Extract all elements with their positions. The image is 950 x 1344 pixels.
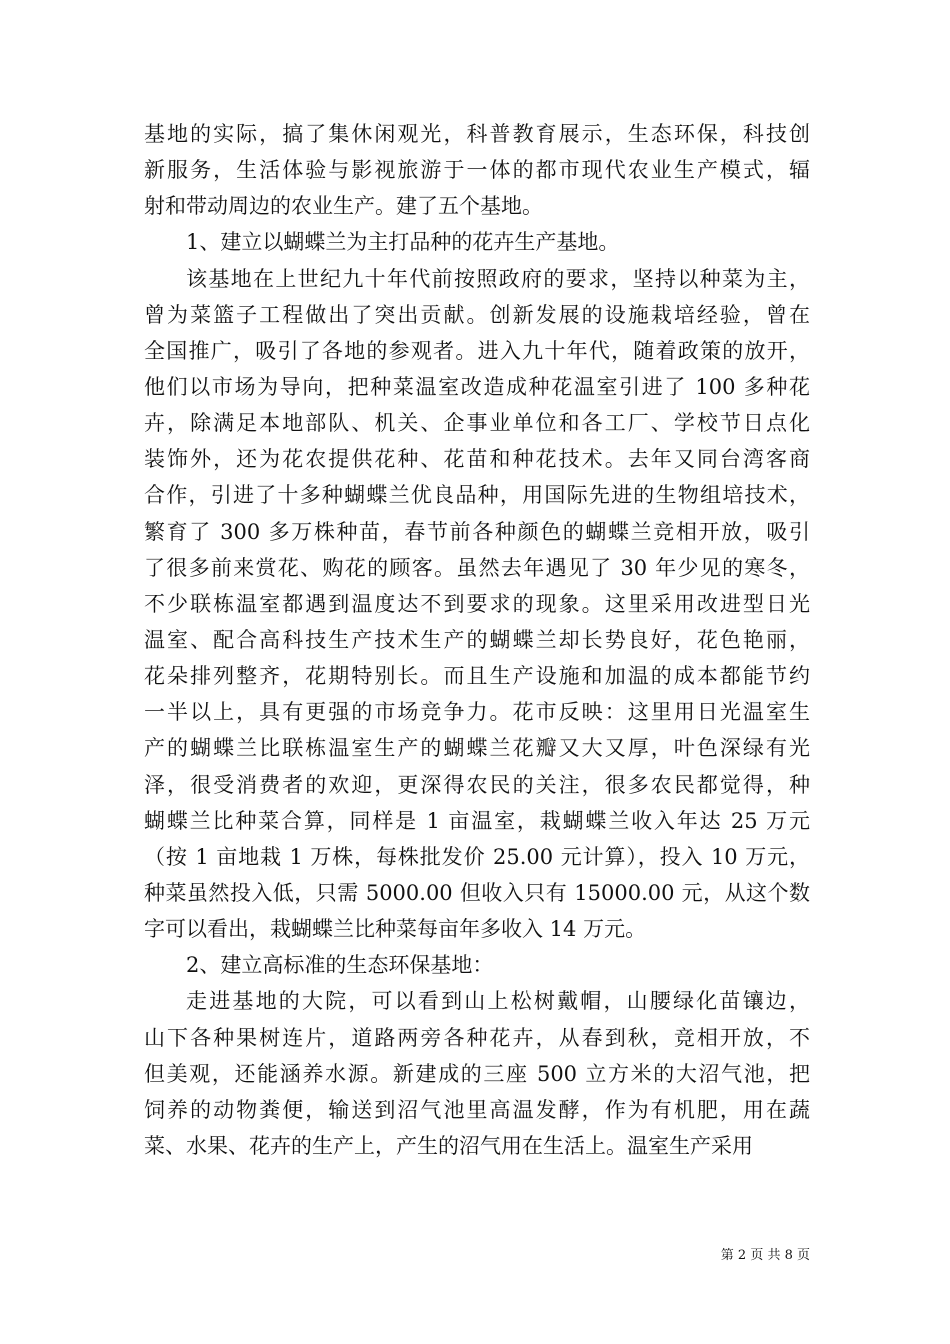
paragraph-heading-1 — [144, 224, 810, 260]
text-line: 装饰外，还为花农提供花种、花苗和种花技术。去年又同台湾客商 — [144, 447, 810, 472]
text-line: 饲养的动物粪便，输送到沼气池里高温发酵，作为有机肥，用在蔬 — [144, 1097, 810, 1122]
text-line: 了很多前来赏花、购花的顾客。虽然去年遇见了 30 年少见的寒冬， — [144, 555, 810, 580]
text-line: 他们以市场为导向，把种菜温室改造成种花温室引进了 100 多种花 — [144, 374, 810, 399]
paragraph-body-1 — [144, 261, 810, 948]
paragraph-intro-continuation — [144, 116, 810, 224]
paragraph-heading-2 — [144, 947, 810, 983]
text-line: 卉，除满足本地部队、机关、企事业单位和各工厂、学校节日点化 — [144, 411, 810, 436]
text-line: 走进基地的大院，可以看到山上松树戴帽，山腰绿化苗镶边， — [186, 989, 810, 1014]
text-line: 蝴蝶兰比种菜合算，同样是 1 亩温室，栽蝴蝶兰收入年达 25 万元 — [144, 808, 810, 833]
paragraph-body-2 — [144, 983, 810, 1164]
text-line: 一半以上，具有更强的市场竞争力。花市反映：这里用日光温室生 — [144, 700, 810, 725]
text-line: 产的蝴蝶兰比联栋温室生产的蝴蝶兰花瓣又大又厚，叶色深绿有光 — [144, 736, 810, 761]
text-line: 全国推广，吸引了各地的参观者。进入九十年代，随着政策的放开， — [144, 338, 810, 363]
body-text — [144, 116, 810, 1164]
text-line: 射和带动周边的农业生产。建了五个基地。 — [144, 194, 543, 219]
text-line: 但美观，还能涵养水源。新建成的三座 500 立方米的大沼气池，把 — [144, 1061, 810, 1086]
text-line: 不少联栋温室都遇到温度达不到要求的现象。这里采用改进型日光 — [144, 591, 810, 616]
text-line: 新服务，生活体验与影视旅游于一体的都市现代农业生产模式，辐 — [144, 158, 810, 183]
text-line: （按 1 亩地栽 1 万株，每株批发价 25.00 元计算），投入 10 万元， — [144, 844, 810, 869]
text-line: 合作，引进了十多种蝴蝶兰优良品种，用国际先进的生物组培技术， — [144, 483, 810, 508]
text-line: 字可以看出，栽蝴蝶兰比种菜每亩年多收入 14 万元。 — [144, 917, 647, 942]
text-line: 菜、水果、花卉的生产上，产生的沼气用在生活上。温室生产采用 — [144, 1133, 753, 1158]
text-line: 花朵排列整齐，花期特别长。而且生产设施和加温的成本都能节约 — [144, 664, 810, 689]
text-line: 繁育了 300 多万株种苗，春节前各种颜色的蝴蝶兰竞相开放，吸引 — [144, 519, 810, 544]
text-line: 温室、配合高科技生产技术生产的蝴蝶兰却长势良好，花色艳丽， — [144, 627, 810, 652]
text-line: 2、建立高标准的生态环保基地： — [186, 953, 494, 978]
text-line: 基地的实际，搞了集休闲观光，科普教育展示，生态环保，科技创 — [144, 122, 810, 146]
text-line: 泽，很受消费者的欢迎，更深得农民的关注，很多农民都觉得，种 — [144, 772, 810, 797]
text-line: 种菜虽然投入低，只需 5000.00 但收入只有 15000.00 元，从这个数 — [144, 880, 810, 905]
text-line: 山下各种果树连片，道路两旁各种花卉，从春到秋，竞相开放，不 — [144, 1025, 810, 1050]
text-line: 1、建立以蝴蝶兰为主打品种的花卉生产基地。 — [186, 230, 620, 255]
text-line: 该基地在上世纪九十年代前按照政府的要求，坚持以种菜为主， — [186, 266, 810, 291]
page-number: 第 2 页 共 8 页 — [720, 1248, 810, 1263]
text-line: 曾为菜篮子工程做出了突出贡献。创新发展的设施栽培经验，曾在 — [144, 302, 810, 327]
